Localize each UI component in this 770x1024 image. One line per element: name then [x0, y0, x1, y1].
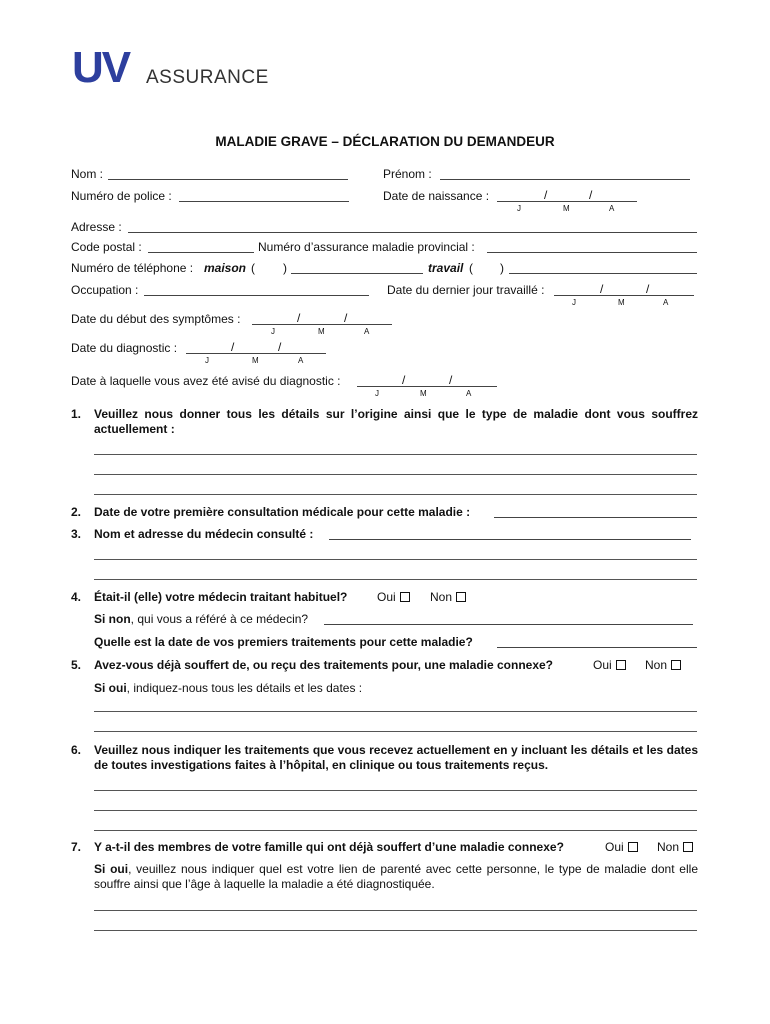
date-separator: /: [600, 282, 604, 296]
q3-answer-field[interactable]: [329, 539, 691, 540]
question-3: Nom et adresse du médecin consulté :: [94, 527, 314, 541]
question-number: 4.: [71, 590, 82, 604]
question-4: Était-il (elle) votre médecin traitant habituel?: [94, 590, 348, 604]
checkbox-icon[interactable]: [671, 660, 681, 670]
question-5: Avez-vous déjà souffert de, ou reçu des traitements pour, une maladie connexe?: [94, 658, 554, 672]
debut-symptomes-field[interactable]: [252, 324, 392, 325]
question-number: 7.: [71, 840, 82, 854]
year-hint: A: [298, 356, 304, 365]
si-oui-bold: Si oui: [94, 681, 127, 695]
day-hint: J: [517, 204, 521, 213]
day-hint: J: [375, 389, 379, 398]
day-hint: J: [205, 356, 209, 365]
answer-line[interactable]: [94, 711, 697, 712]
q5-si-oui: [94, 681, 362, 695]
question-6: Veuillez nous indiquer les traitements que vous recevez actuellement en y incluant les détails et les dates de toutes investigations faites à l’hôpital, en clinique ou tous traitements reçus.: [94, 743, 698, 772]
answer-line[interactable]: [94, 474, 697, 475]
answer-line[interactable]: [94, 930, 697, 931]
date-separator: /: [231, 340, 235, 354]
oui-label: Oui: [593, 658, 612, 672]
prenom-label: Prénom :: [383, 167, 432, 181]
question-2: Date de votre première consultation médicale pour cette maladie :: [94, 505, 471, 519]
diagnostic-label: Date du diagnostic :: [71, 341, 178, 355]
nom-field[interactable]: [108, 179, 348, 180]
q4-date-question: Quelle est la date de vos premiers traitements pour cette maladie?: [94, 635, 473, 649]
prenom-field[interactable]: [440, 179, 690, 180]
question-number: 6.: [71, 743, 82, 757]
maison-phone-field[interactable]: [291, 273, 423, 274]
question-number: 3.: [71, 527, 82, 541]
travail-phone-field[interactable]: [509, 273, 697, 274]
answer-line[interactable]: [94, 910, 697, 911]
question-1: Veuillez nous donner tous les détails sur l’origine ainsi que le type de maladie dont vous souffrez actuellement :: [94, 407, 698, 436]
si-oui-bold: Si oui: [94, 862, 129, 876]
date-separator: /: [297, 311, 301, 325]
q4-date-field[interactable]: [497, 647, 697, 648]
question-number: 1.: [71, 407, 82, 421]
assurance-maladie-label: Numéro d’assurance maladie provincial :: [258, 240, 475, 254]
answer-line[interactable]: [94, 559, 697, 560]
checkbox-icon[interactable]: [628, 842, 638, 852]
travail-label: travail: [428, 261, 464, 275]
uv-logo-mark: UV: [72, 43, 130, 92]
question-7: Y a-t-il des membres de votre famille qui ont déjà souffert d’une maladie connexe?: [94, 840, 564, 854]
checkbox-icon[interactable]: [400, 592, 410, 602]
police-label: Numéro de police :: [71, 189, 172, 203]
question-number: 2.: [71, 505, 82, 519]
oui-label: Oui: [605, 840, 624, 854]
maison-label: maison: [204, 261, 247, 275]
paren-open: (: [469, 261, 473, 275]
month-hint: M: [420, 389, 427, 398]
q2-answer-field[interactable]: [494, 517, 697, 518]
year-hint: A: [466, 389, 472, 398]
month-hint: M: [318, 327, 325, 336]
month-hint: M: [252, 356, 259, 365]
assurance-logo-text: ASSURANCE: [146, 67, 269, 88]
date-separator: /: [278, 340, 282, 354]
non-label: Non: [645, 658, 668, 672]
q7-si-oui: [94, 862, 698, 892]
q4-referer-field[interactable]: [324, 624, 693, 625]
answer-line[interactable]: [94, 731, 697, 732]
question-number: 5.: [71, 658, 82, 672]
avise-label: Date à laquelle vous avez été avisé du diagnostic :: [71, 374, 341, 388]
month-hint: M: [563, 204, 570, 213]
occupation-field[interactable]: [144, 295, 369, 296]
q4-si-non: [94, 612, 308, 626]
non-label: Non: [430, 590, 453, 604]
answer-line[interactable]: [94, 790, 697, 791]
naissance-field[interactable]: [497, 201, 637, 202]
avise-field[interactable]: [357, 386, 497, 387]
date-separator: /: [646, 282, 650, 296]
non-label: Non: [657, 840, 680, 854]
si-oui-text: , veuillez nous indiquer quel est votre lien de parenté avec cette personne, le type de maladie dont elle souffre ainsi que l’âge à laquelle la maladie a été diagnostiquée.: [94, 862, 698, 891]
paren-close: ): [500, 261, 504, 275]
si-non-bold: Si non: [94, 612, 131, 626]
si-oui-text: , indiquez-nous tous les détails et les dates :: [126, 681, 363, 695]
answer-line[interactable]: [94, 579, 697, 580]
code-postal-label: Code postal :: [71, 240, 142, 254]
date-separator: /: [589, 188, 593, 202]
q4-non-option[interactable]: [430, 590, 466, 604]
adresse-label: Adresse :: [71, 220, 122, 234]
dernier-jour-field[interactable]: [554, 295, 694, 296]
date-separator: /: [544, 188, 548, 202]
q5-non-option[interactable]: [645, 658, 681, 672]
police-field[interactable]: [179, 201, 349, 202]
code-postal-field[interactable]: [148, 252, 254, 253]
debut-symptomes-label: Date du début des symptômes :: [71, 312, 241, 326]
checkbox-icon[interactable]: [616, 660, 626, 670]
day-hint: J: [572, 298, 576, 307]
q5-oui-option[interactable]: [593, 658, 626, 672]
telephone-label: Numéro de téléphone :: [71, 261, 194, 275]
year-hint: A: [364, 327, 370, 336]
adresse-field[interactable]: [128, 232, 697, 233]
oui-label: Oui: [377, 590, 396, 604]
date-separator: /: [402, 373, 406, 387]
occupation-label: Occupation :: [71, 283, 139, 297]
year-hint: A: [609, 204, 615, 213]
nom-label: Nom :: [71, 167, 104, 181]
si-non-text: , qui vous a référé à ce médecin?: [130, 612, 309, 626]
checkbox-icon[interactable]: [683, 842, 693, 852]
checkbox-icon[interactable]: [456, 592, 466, 602]
paren-open: (: [251, 261, 255, 275]
answer-line[interactable]: [94, 454, 697, 455]
q4-oui-option[interactable]: [377, 590, 410, 604]
assurance-maladie-field[interactable]: [487, 252, 697, 253]
document-title: MALADIE GRAVE – DÉCLARATION DU DEMANDEUR: [215, 134, 555, 149]
date-separator: /: [344, 311, 348, 325]
q7-non-option[interactable]: [657, 840, 693, 854]
diagnostic-field[interactable]: [186, 353, 326, 354]
q7-oui-option[interactable]: [605, 840, 638, 854]
dernier-jour-label: Date du dernier jour travaillé :: [387, 283, 545, 297]
paren-close: ): [283, 261, 287, 275]
answer-line[interactable]: [94, 494, 697, 495]
month-hint: M: [618, 298, 625, 307]
answer-line[interactable]: [94, 830, 697, 831]
naissance-label: Date de naissance :: [383, 189, 490, 203]
answer-line[interactable]: [94, 810, 697, 811]
day-hint: J: [271, 327, 275, 336]
date-separator: /: [449, 373, 453, 387]
year-hint: A: [663, 298, 669, 307]
